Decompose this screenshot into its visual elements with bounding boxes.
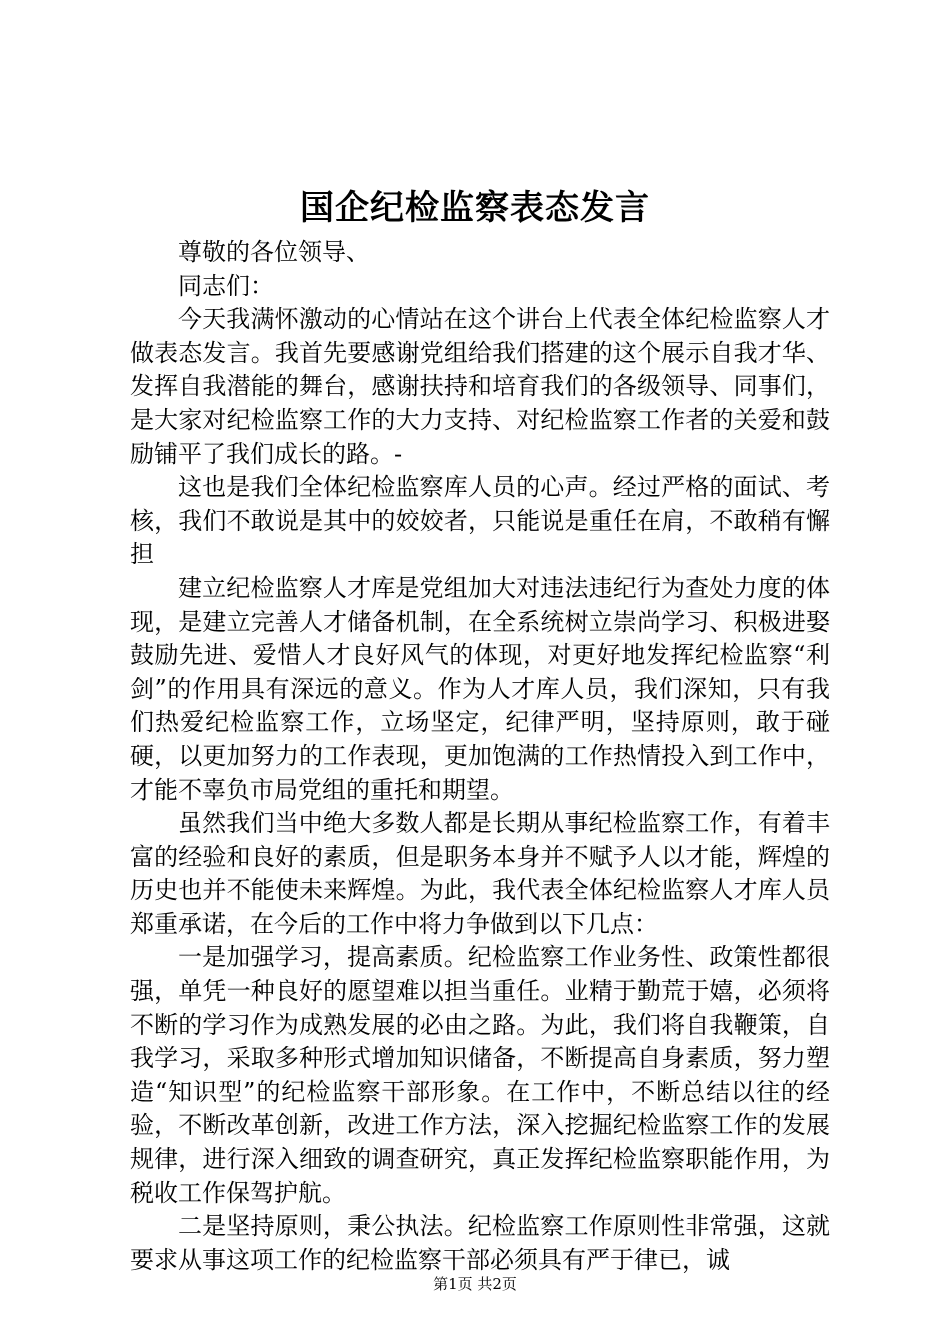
body-paragraph: 一是加强学习，提高素质。纪检监察工作业务性、政策性都很强，单凭一种良好的愿望难以担当重任。业精于勤荒于嬉，必须将不断的学习作为成熟发展的必由之路。为此，我们将自我鞭策，自我学习，采取多种形式增加知识储备，不断提高自身素质，努力塑造“知识型”的纪检监察干部形象。在工作中，不断总结以往的经验，不断改革创新，改进工作方法，深入挖掘纪检监察工作的发展规律，进行深入细致的调查研究，真正发挥纪检监察职能作用，为税收工作保驾护航。 bbox=[130, 943, 830, 1207]
body-paragraph: 这也是我们全体纪检监察库人员的心声。经过严格的面试、考核，我们不敢说是其中的姣姣者，只能说是重任在肩，不敢稍有懈担 bbox=[130, 473, 830, 569]
page-footer: 第1页 共2页 bbox=[433, 1275, 517, 1293]
body-paragraph: 建立纪检监察人才库是党组加大对违法违纪行为查处力度的体现，是建立完善人才储备机制，在全系统树立崇尚学习、积极进娶鼓励先进、爱惜人才良好风气的体现，对更好地发挥纪检监察“利剑”的作用具有深远的意义。作为人才库人员，我们深知，只有我们热爱纪检监察工作，立场坚定，纪律严明，坚持原则，敢于碰硬，以更加努力的工作表现，更加饱满的工作热情投入到工作中，才能不辜负市局党组的重托和期望。 bbox=[130, 573, 830, 804]
salutation-line-1: 尊敬的各位领导、 bbox=[178, 238, 370, 266]
salutation-line-2: 同志们： bbox=[178, 271, 274, 300]
document-title: 国企纪检监察表态发言 bbox=[300, 188, 650, 228]
body-paragraph: 今天我满怀激动的心情站在这个讲台上代表全体纪检监察人才做表态发言。我首先要感谢党组给我们搭建的这个展示自我才华、发挥自我潜能的舞台，感谢扶持和培育我们的各级领导、同事们，是大家对纪检监察工作的大力支持、对纪检监察工作者的关爱和鼓励铺平了我们成长的路。- bbox=[130, 305, 830, 468]
body-paragraph: 虽然我们当中绝大多数人都是长期从事纪检监察工作，有着丰富的经验和良好的素质，但是职务本身并不赋予人以才能，辉煌的历史也并不能使未来辉煌。为此，我代表全体纪检监察人才库人员郑重承诺，在今后的工作中将力争做到以下几点： bbox=[130, 809, 830, 938]
body-paragraph: 二是坚持原则，秉公执法。纪检监察工作原则性非常强，这就要求从事这项工作的纪检监察干部必须具有严于律已，诚 bbox=[130, 1212, 830, 1274]
document-body bbox=[130, 236, 830, 1277]
